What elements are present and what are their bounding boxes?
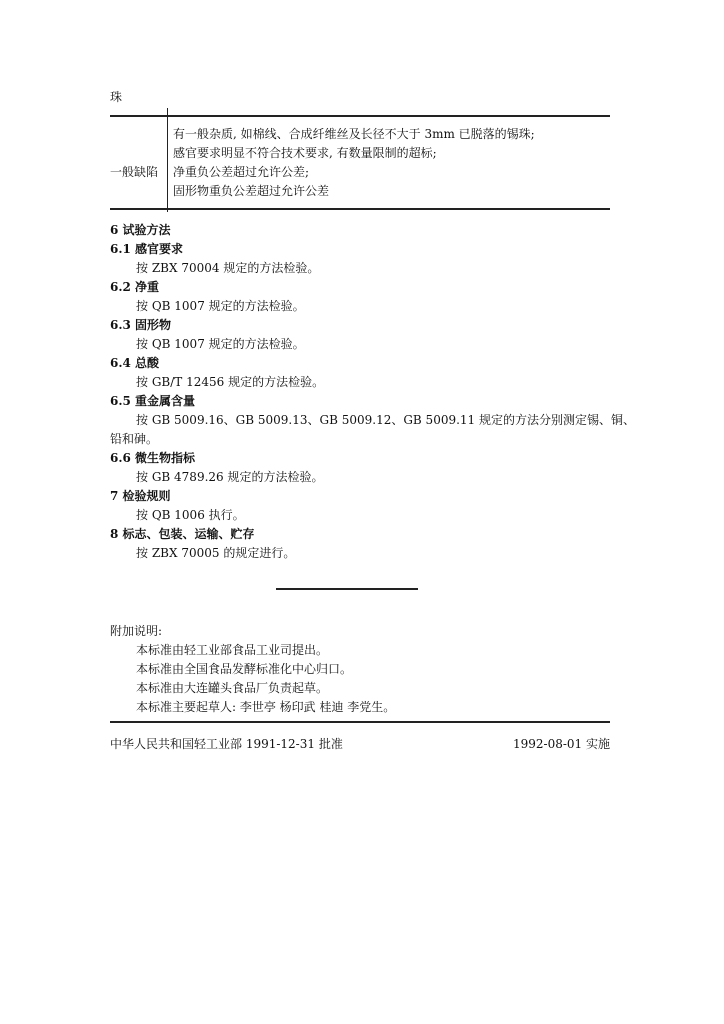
page-fragment-text: 珠 [110,90,123,104]
section-body: 按 QB 1007 规定的方法检验。 [136,337,305,351]
defect-row: 有一般杂质, 如棉线、合成纤维丝及长径不大于 3mm 已脱落的锡珠; [173,127,535,141]
section-body: 按 GB/T 12456 规定的方法检验。 [136,375,325,389]
defect-row: 固形物重负公差超过允许公差 [173,184,330,198]
section-body: 按 QB 1007 规定的方法检验。 [136,299,305,313]
section-heading: 6.4 总酸 [110,356,160,370]
section-body: 按 GB 5009.16、GB 5009.13、GB 5009.12、GB 5009.11 规定的方法分别测定锡、铜、 [136,413,635,427]
section-heading: 8 标志、包装、运输、贮存 [110,527,255,541]
approval-date: 中华人民共和国轻工业部 1991-12-31 批准 [110,737,343,751]
notes-line: 本标准由全国食品发酵标准化中心归口。 [136,662,353,676]
section-heading: 7 检验规则 [110,489,171,503]
table-top-rule [110,115,610,117]
notes-line: 本标准主要起草人: 李世亭 杨印武 桂迪 李党生。 [136,700,396,714]
section-heading: 6.6 微生物指标 [110,451,196,465]
notes-line: 本标准由大连罐头食品厂负责起草。 [136,681,329,695]
defect-row: 净重负公差超过允许公差; [173,165,310,179]
table-bottom-rule [110,208,610,210]
section-heading: 6.2 净重 [110,280,160,294]
section-body: 按 ZBX 70004 规定的方法检验。 [136,261,320,275]
defect-category: 一般缺陷 [110,165,159,179]
notes-line: 本标准由轻工业部食品工业司提出。 [136,643,329,657]
section-heading: 6.5 重金属含量 [110,394,196,408]
section-body: 按 QB 1006 执行。 [136,508,245,522]
section-body-continuation: 铅和砷。 [110,432,159,446]
table-column-divider [167,108,168,212]
section-heading: 6 试验方法 [110,223,171,237]
footer-rule [110,721,610,723]
defect-row: 感官要求明显不符合技术要求, 有数量限制的超标; [173,146,437,160]
section-heading: 6.1 感官要求 [110,242,184,256]
section-body: 按 GB 4789.26 规定的方法检验。 [136,470,324,484]
section-body: 按 ZBX 70005 的规定进行。 [136,546,296,560]
section-heading: 6.3 固形物 [110,318,172,332]
notes-title: 附加说明: [110,624,163,638]
implementation-date: 1992-08-01 实施 [512,737,610,751]
end-rule [276,588,418,590]
